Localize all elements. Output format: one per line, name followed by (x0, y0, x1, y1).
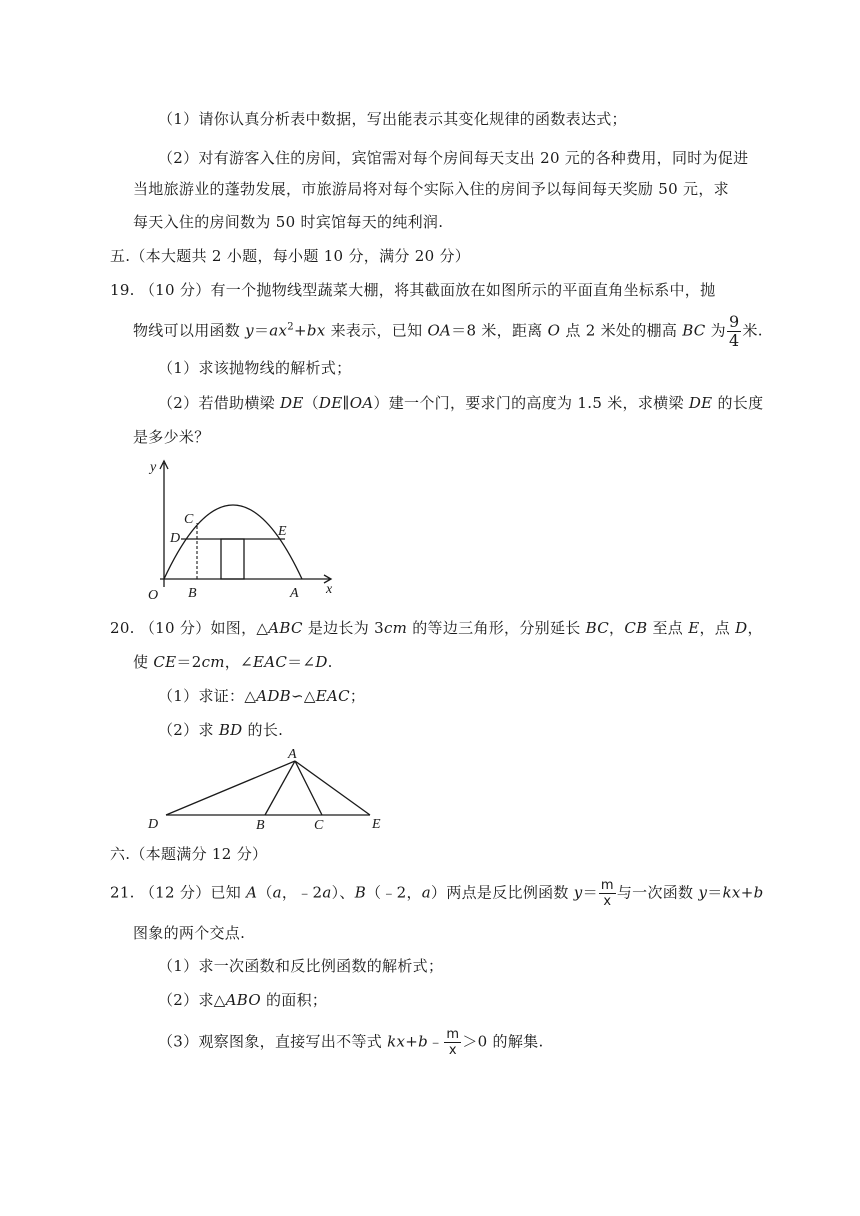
q20-number: 20. (110, 619, 135, 637)
label-y: y (150, 460, 157, 475)
text: ∥ (342, 394, 350, 412)
var: bx (306, 321, 326, 340)
q19-line2 (133, 314, 763, 349)
label-A: A (290, 586, 299, 601)
label-D: D (148, 817, 159, 832)
q20-part2 (158, 719, 283, 741)
label-x: x (326, 582, 333, 597)
var: BC (585, 619, 610, 637)
q20-part1 (158, 685, 365, 707)
denominator: x (603, 894, 612, 909)
parabola-figure (140, 455, 345, 605)
text: ，点 (699, 619, 736, 637)
q21-part1: （1）求一次函数和反比例函数的解析式； (158, 957, 444, 975)
section6-heading: 六.（本题满分 12 分） (110, 845, 268, 863)
text: ﹣ (428, 1032, 444, 1051)
text: （2）求 (158, 721, 219, 739)
text: ； (349, 687, 366, 705)
var: D (735, 619, 748, 637)
var: a (272, 883, 282, 902)
var: ABC (268, 619, 303, 637)
label-O: O (148, 588, 159, 603)
door (221, 539, 244, 579)
var: cm (201, 653, 225, 671)
var: D (315, 653, 328, 671)
var: ax (269, 321, 288, 340)
var: EAC (315, 687, 350, 705)
exponent: 2 (287, 321, 294, 333)
text: ＝8 米，距离 (451, 321, 548, 340)
q18-part2-line1: （2）对有游客入住的房间，宾馆需对每个房间每天支出 20 元的各种费用，同时为促进 (158, 149, 749, 167)
var: DE (280, 394, 304, 412)
text: 的长度 (712, 394, 764, 412)
triangle-figure (140, 745, 390, 837)
text: ，﹣2 (281, 883, 323, 902)
q20-line2 (133, 651, 333, 673)
text: ＝ (253, 321, 270, 340)
text: + (293, 321, 307, 340)
text: ＝∠ (287, 653, 316, 671)
var: CB (624, 619, 648, 637)
var: ADB (256, 687, 291, 705)
text: （3）观察图象，直接写出不等式 (158, 1032, 388, 1051)
text: 米. (742, 321, 763, 340)
side-AC (295, 761, 322, 815)
var: a (322, 883, 332, 902)
fraction-m-over-x (599, 879, 616, 908)
text: 是边长为 3 (302, 619, 384, 637)
text: （2）若借助横梁 (158, 394, 281, 412)
var: BD (218, 721, 243, 739)
var: EAC (252, 653, 288, 671)
var: OA (427, 321, 452, 340)
side-AD (166, 761, 295, 815)
text: ＝2 (176, 653, 202, 671)
text: ， (747, 619, 763, 637)
text: + (405, 1032, 419, 1051)
var: CE (153, 653, 177, 671)
q21-line2: 图象的两个交点. (133, 924, 246, 942)
side-AE (295, 761, 370, 815)
text: （1）求证：△ (158, 687, 257, 705)
text: ＞0 的解集. (462, 1032, 544, 1051)
q18-part2-line2: 当地旅游业的蓬勃发展，市旅游局将对每个实际入住的房间予以每间每天奖励 50 元，求 (133, 180, 729, 198)
text: 点 2 米处的棚高 (560, 321, 683, 340)
q21-line1 (110, 879, 763, 908)
text: + (740, 883, 754, 902)
q21-part3 (158, 1028, 544, 1057)
text: （ (257, 883, 273, 902)
text: ）建一个门，要求门的高度为 1.5 米，求横梁 (373, 394, 689, 412)
text: ＝ (582, 883, 598, 902)
label-B: B (188, 586, 197, 601)
var: O (547, 321, 561, 340)
var: BC (682, 321, 706, 340)
text: 的长. (242, 721, 284, 739)
var: b (753, 883, 764, 902)
q19-part2-line2: 是多少米？ (133, 428, 210, 446)
text: （﹣2， (366, 883, 422, 902)
q18-part1: （1）请你认真分析表中数据，写出能表示其变化规律的函数表达式； (158, 110, 627, 128)
label-D: D (170, 531, 181, 546)
var: ABO (225, 991, 261, 1009)
fraction-m-over-x (444, 1028, 461, 1057)
denominator: 4 (728, 331, 740, 350)
text: ，∠ (224, 653, 253, 671)
section5-heading: 五.（本大题共 2 小题，每小题 10 分，满分 20 分） (110, 247, 471, 265)
text: 至点 (647, 619, 689, 637)
q19-number: 19. (110, 281, 135, 299)
text: ∽△ (290, 687, 316, 705)
label-E: E (278, 524, 287, 539)
var: kx (387, 1032, 406, 1051)
text: ＝ (707, 883, 723, 902)
var: y (245, 321, 254, 340)
var: cm (383, 619, 408, 637)
var: kx (722, 883, 741, 902)
q19-line1 (110, 279, 715, 301)
text: 来表示，已知 (325, 321, 428, 340)
var: DE (688, 394, 713, 412)
label-C: C (314, 818, 324, 833)
q19-part1: （1）求该抛物线的解析式； (158, 359, 352, 377)
text: ）、 (331, 883, 355, 902)
text: ， (609, 619, 625, 637)
var: A (246, 883, 258, 902)
text: ）两点是反比例函数 (431, 883, 574, 902)
numerator: m (446, 1027, 460, 1042)
q18-part2-line3: 每天入住的房间数为 50 时宾馆每天的纯利润. (133, 213, 444, 231)
numerator: m (600, 878, 614, 893)
label-B: B (256, 818, 265, 833)
denominator: x (448, 1043, 457, 1058)
q20-line1 (110, 617, 763, 639)
text: 与一次函数 (616, 883, 699, 902)
fraction-nine-quarters (727, 314, 741, 349)
var: y (573, 883, 583, 902)
label-C: C (184, 512, 194, 527)
text: 物线可以用函数 (133, 321, 246, 340)
var: a (421, 883, 432, 902)
text: （2）求△ (158, 991, 226, 1009)
var: OA (349, 394, 374, 412)
text: 为 (705, 321, 726, 340)
q21-number: 21. (110, 883, 135, 902)
text: 的面积； (260, 991, 328, 1009)
var: B (354, 883, 367, 902)
side-AB (265, 761, 295, 815)
q19-part2 (158, 392, 763, 414)
var: y (698, 883, 708, 902)
text: （10 分）如图，△ (139, 619, 269, 637)
var: b (418, 1032, 429, 1051)
q21-part2 (158, 989, 327, 1011)
label-A: A (288, 747, 297, 762)
var: DE (318, 394, 343, 412)
text: （12 分）已知 (139, 883, 247, 902)
label-E: E (372, 817, 381, 832)
text: （ (303, 394, 319, 412)
numerator: 9 (728, 312, 740, 331)
text: . (327, 653, 333, 671)
var: E (688, 619, 700, 637)
q19-text: （10 分）有一个抛物线型蔬菜大棚，将其截面放在如图所示的平面直角坐标系中，抛 (139, 281, 716, 299)
text: 的等边三角形，分别延长 (407, 619, 586, 637)
text: 使 (133, 653, 154, 671)
